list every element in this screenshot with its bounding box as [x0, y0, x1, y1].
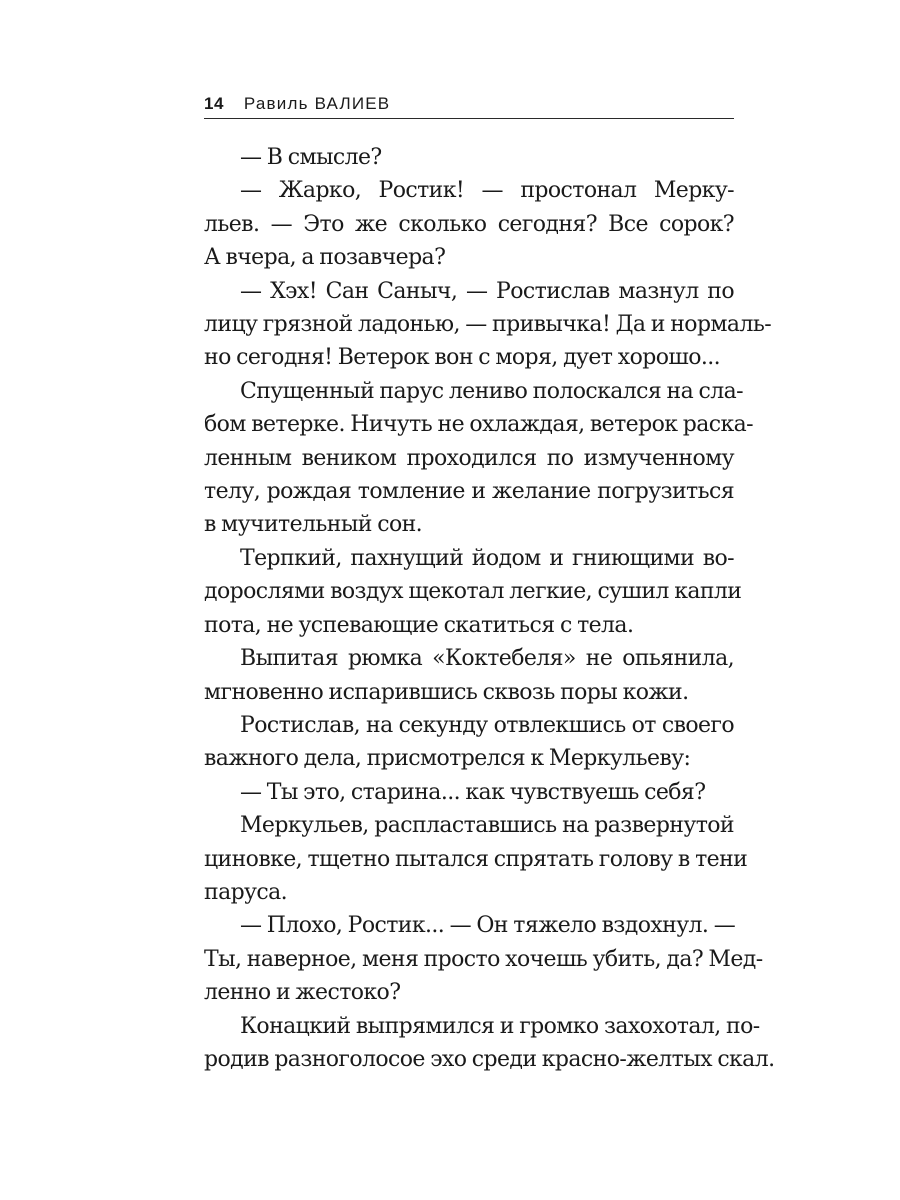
text-line: Ростислав, на секунду отвлекшись от своего [240, 712, 734, 738]
running-header [204, 92, 734, 119]
text-line: ленно и жестоко? [204, 980, 401, 1006]
text-line: Терпкий, пахнущий йодом и гниющими во- [240, 545, 734, 571]
author-name: Равиль ВАЛИЕВ [243, 94, 391, 113]
text-line: — Хэх! Сан Саныч, — Ростислав мазнул по [240, 278, 734, 304]
page-number: 14 [204, 94, 224, 113]
text-line: пота, не успевающие скатиться с тела. [204, 612, 634, 638]
text-line: родив разноголосое эхо среди красно-желтых скал. [204, 1046, 775, 1072]
text-line: — Плохо, Ростик... — Он тяжело вздохнул. — [240, 913, 736, 939]
text-line: Конацкий выпрямился и громко захохотал, по- [240, 1013, 760, 1039]
text-line: — Ты это, старина... как чувствуешь себя? [240, 779, 706, 805]
text-line: Меркульев, распластавшись на развернутой [240, 813, 734, 839]
text-line: дорослями воздух щекотал легкие, сушил капли [204, 579, 742, 605]
text-line: лицу грязной ладонью, — привычка! Да и нормаль- [204, 312, 772, 338]
text-line: телу, рождая томление и желание погрузиться [204, 479, 734, 505]
text-line: ленным веником проходился по измученному [204, 445, 734, 471]
text-line: — Жарко, Ростик! — простонал Мерку- [240, 178, 734, 204]
text-line: льев. — Это же сколько сегодня? Все сорок? [204, 211, 734, 237]
text-line: — В смысле? [240, 145, 382, 170]
text-line: бом ветерке. Ничуть не охлаждая, ветерок раска- [204, 412, 753, 438]
text-line: важного дела, присмотрелся к Меркульеву: [204, 746, 691, 772]
text-line: паруса. [204, 879, 288, 905]
text-line: в мучительный сон. [204, 512, 423, 538]
text-line: мгновенно испарившись сквозь поры кожи. [204, 679, 689, 705]
text-line: Выпитая рюмка «Коктебеля» не опьянила, [240, 646, 734, 672]
text-line: циновке, тщетно пытался спрятать голову в тени [204, 846, 748, 872]
text-line: Ты, наверное, меня просто хочешь убить, да? Мед- [204, 946, 763, 972]
text-line: Спущенный парус лениво полоскался на сла- [240, 378, 743, 404]
body-text [204, 141, 775, 1076]
text-line: но сегодня! Ветерок вон с моря, дует хорошо... [204, 345, 721, 371]
text-line: А вчера, а позавчера? [204, 245, 446, 271]
